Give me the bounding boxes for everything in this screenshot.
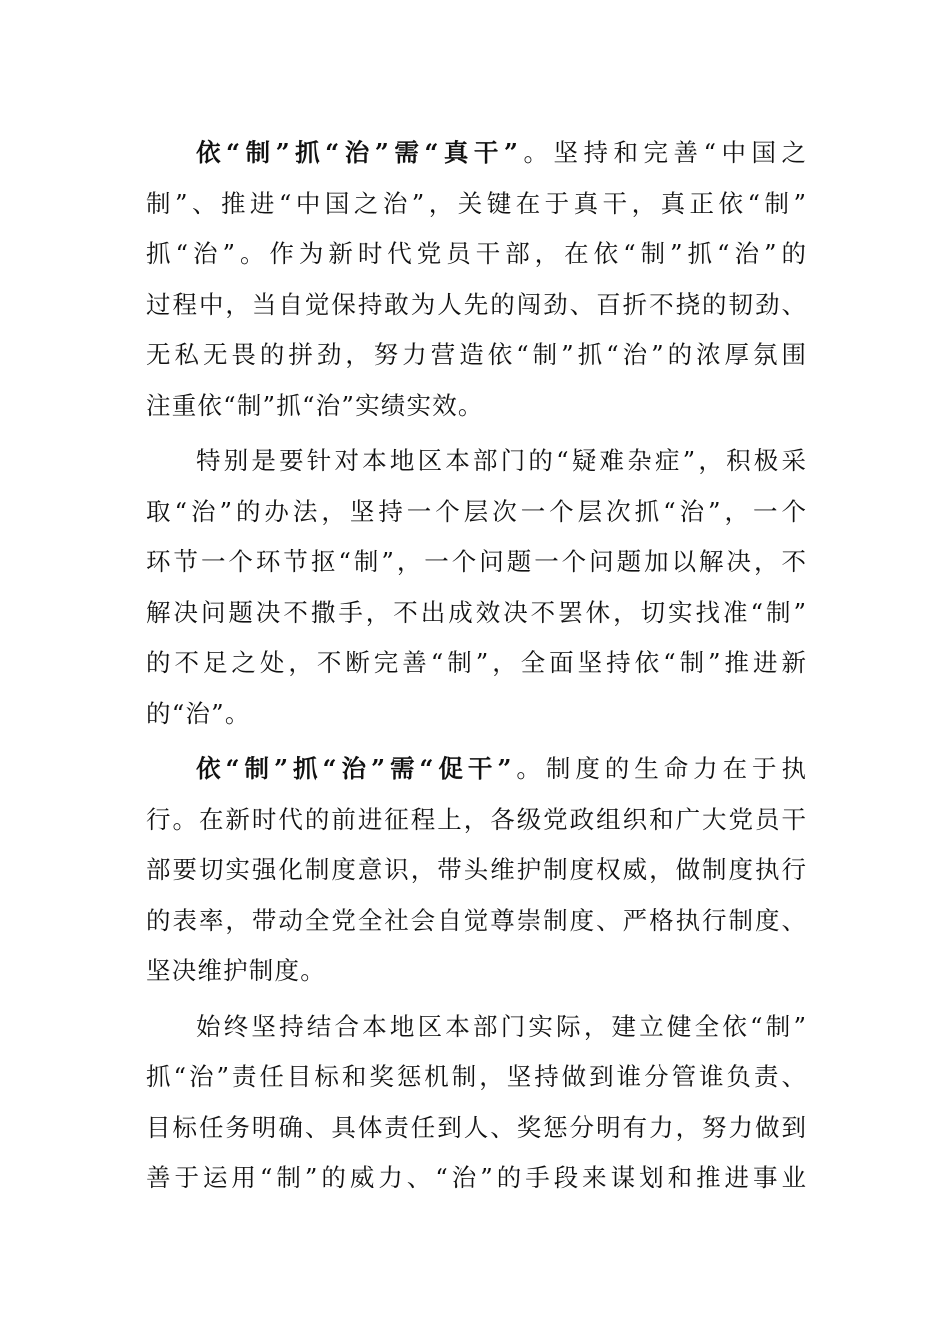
paragraph-3: [146, 744, 806, 997]
paragraph-line: 特别是要针对本地区本部门的“疑难杂症”，积极采: [196, 446, 806, 475]
paragraph-line: 部要切实强化制度意识，带头维护制度权威，做制度执行: [146, 855, 806, 884]
paragraph-line: 无私无畏的拼劲，努力营造依“制”抓“治”的浓厚氛围: [146, 340, 806, 369]
paragraph-line: 取“治”的办法，坚持一个层次一个层次抓“治”，一个: [146, 496, 806, 526]
line-text: 。坚持和完善“中国之: [518, 138, 806, 167]
paragraph-line: [146, 744, 806, 795]
paragraph-line: 制”、推进“中国之治”，关键在于真干，真正依“制”: [146, 188, 806, 218]
paragraph-2: [146, 436, 806, 739]
paragraph-line: 环节一个环节抠“制”，一个问题一个问题加以解决，不: [146, 547, 806, 576]
paragraph-line: 解决问题决不撒手，不出成效决不罢休，切实找准“制”: [146, 597, 806, 627]
paragraph-line: 的表率，带动全党全社会自觉尊崇制度、严格执行制度、: [146, 905, 806, 935]
bold-heading: 依“制”抓“治”需“真干”: [196, 138, 519, 167]
paragraph-1: [146, 128, 806, 431]
paragraph-line: 行。在新时代的前进征程上，各级党政组织和广大党员干: [146, 804, 806, 834]
paragraph-4: [146, 1002, 806, 1204]
paragraph-line: 坚决维护制度。: [146, 956, 326, 985]
paragraph-line: 抓“治”。作为新时代党员干部，在依“制”抓“治”的: [146, 239, 806, 268]
paragraph-line: 善于运用“制”的威力、“治”的手段来谋划和推进事业: [146, 1163, 806, 1192]
document-page: [146, 128, 806, 1209]
paragraph-line: 抓“治”责任目标和奖惩机制，坚持做到谁分管谁负责、: [146, 1062, 806, 1091]
paragraph-line: 始终坚持结合本地区本部门实际，建立健全依“制”: [196, 1011, 806, 1041]
paragraph-line: 注重依“制”抓“治”实绩实效。: [146, 390, 484, 420]
line-text: 。制度的生命力在于执: [511, 754, 807, 783]
paragraph-line: 过程中，当自觉保持敢为人先的闯劲、百折不挠的韧劲、: [146, 289, 806, 319]
paragraph-line: 目标任务明确、具体责任到人、奖惩分明有力，努力做到: [146, 1112, 806, 1142]
paragraph-line: [146, 128, 806, 179]
paragraph-line: 的不足之处，不断完善“制”，全面坚持依“制”推进新: [146, 648, 806, 677]
bold-heading: 依“制”抓“治”需“促干”: [196, 754, 512, 783]
paragraph-line: 的“治”。: [146, 698, 251, 728]
